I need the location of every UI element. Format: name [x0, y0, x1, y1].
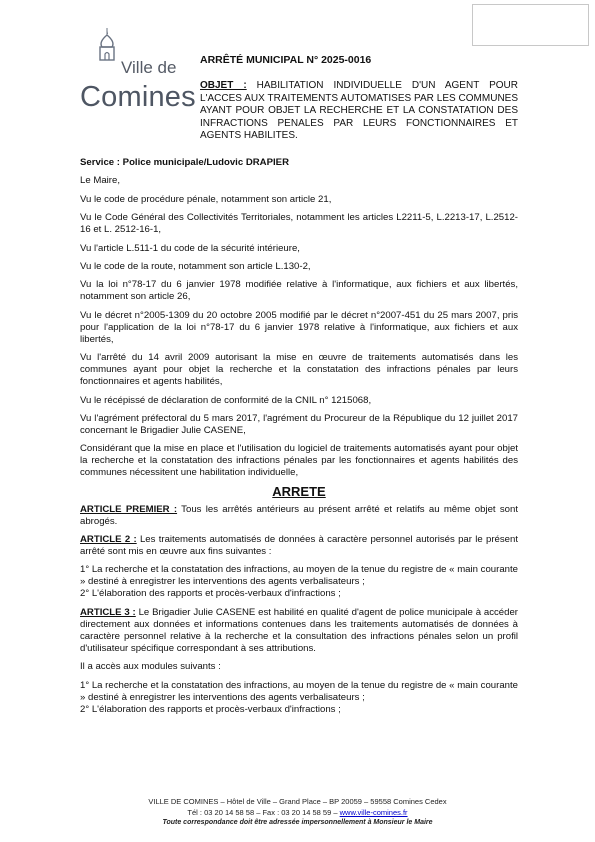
service-line: Service : Police municipale/Ludovic DRAPIER — [80, 157, 289, 168]
vu-paragraph: Vu le décret n°2005-1309 du 20 octobre 2005 modifié par le décret n°2007-451 du 25 mars 2007, pris pour l'application de la loi n°78-17 du 6 janvier 1978 relative à l'informatique, aux fichiers et aux libertés, — [80, 309, 518, 345]
list-item: 2° L'élaboration des rapports et procès-verbaux d'infractions ; — [80, 588, 341, 600]
page-footer — [0, 797, 595, 829]
article-text: Le Brigadier Julie CASENE est habilité en qualité d'agent de police municipale à accéder directement aux données et informations contenues dans les traitements automatisés de données à caractère personnel relative à la recherche et la consultation des infractions pénales selon un profil d'utilisateur spécifique correspondant à ses attributions. — [80, 606, 518, 654]
stamp-box — [472, 4, 589, 46]
footer-contact — [0, 808, 595, 819]
document-body — [80, 157, 518, 722]
footer-address: VILLE DE COMINES – Hôtel de Ville – Grand Place – BP 20059 – 59558 Comines Cedex — [148, 797, 447, 806]
logo-text-ville: Ville de — [121, 58, 177, 77]
maire-line: Le Maire, — [80, 175, 120, 187]
list-item: 1° La recherche et la constatation des infractions, au moyen de la tenue du registre de « main courante » destiné à enregistrer les interventions des agents verbalisateurs ; — [80, 564, 518, 588]
objet-label: OBJET : — [200, 80, 247, 91]
article-text: Tous les arrêtés antérieurs au présent arrêté et relatifs au même objet sont abrogés. — [80, 503, 518, 527]
article-text: Les traitements automatisés de données à caractère personnel autorisés par le présent arrêté sont mis en œuvre aux fins suivantes : — [80, 534, 518, 558]
article-2 — [80, 534, 518, 558]
article-premier — [80, 504, 518, 528]
article-3 — [80, 607, 518, 655]
considerant-paragraph: Considérant que la mise en place et l'utilisation du logiciel de traitements automatisés ayant pour objet la recherche et la constatation des infractions pénales par les fonctionnaires et agents habilités des communes nécessitent une habilitation individuelle, — [80, 443, 518, 479]
vu-paragraph: Vu l'agrément préfectoral du 5 mars 2017, l'agrément du Procureur de la République du 12 juillet 2017 concernant le Brigadier Julie CASENE, — [80, 412, 518, 436]
vu-paragraph: Vu le code de la route, notamment son article L.130-2, — [80, 260, 311, 272]
vu-paragraph: Vu l'arrêté du 14 avril 2009 autorisant la mise en œuvre de traitements automatisés dans les communes ayant pour objet la recherche et la constatation des infractions pénales par leurs fonctionnaires et agents habilités, — [80, 352, 518, 388]
church-logo-icon — [96, 28, 118, 62]
list-item: 1° La recherche et la constatation des infractions, au moyen de la tenue du registre de « main courante » destiné à enregistrer les interventions des agents verbalisateurs ; — [80, 679, 518, 703]
objet-text: HABILITATION INDIVIDUELLE D'UN AGENT POUR L'ACCES AUX TRAITEMENTS AUTOMATISES PAR LES COMMUNES AYANT POUR OBJET LA RECHERCHE ET LA CONSTATATION DES INFRACTIONS PENALES PAR LEURS FONCTIONNAIRES ET AGENTS HABILITES. — [200, 80, 519, 142]
footer-note: Toute correspondance doit être adressée impersonnellement à Monsieur le Maire — [162, 819, 433, 826]
vu-paragraph: Vu l'article L.511-1 du code de la sécurité intérieure, — [80, 242, 300, 254]
objet-paragraph — [200, 80, 518, 143]
document-header — [200, 54, 518, 143]
vu-paragraph: Vu la loi n°78-17 du 6 janvier 1978 modifiée relative à l'informatique, aux fichiers et aux libertés, notamment son article 26, — [80, 279, 518, 303]
article-label: ARTICLE 3 : — [80, 606, 136, 618]
vu-paragraph: Vu le récépissé de déclaration de conformité de la CNIL n° 1215068, — [80, 394, 372, 406]
footer-phone-fax: Tél : 03 20 14 58 58 – Fax : 03 20 14 58 59 – — [187, 807, 340, 817]
article-label: ARTICLE PREMIER : — [80, 503, 178, 515]
document-title: ARRÊTÉ MUNICIPAL N° 2025-0016 — [200, 54, 372, 66]
vu-paragraph: Vu le Code Général des Collectivités Territoriales, notamment les articles L2211-5, L.2213-17, L.2512-16 et L. 2512-16-1, — [80, 212, 518, 236]
article-label: ARTICLE 2 : — [80, 534, 137, 546]
arrete-heading: ARRETE — [272, 483, 326, 499]
acces-line: Il a accès aux modules suivants : — [80, 661, 221, 673]
city-logo — [78, 28, 196, 112]
website-link[interactable]: www.ville-comines.fr — [339, 807, 408, 817]
logo-text-comines: Comines — [80, 81, 196, 113]
list-item: 2° L'élaboration des rapports et procès-verbaux d'infractions ; — [80, 703, 341, 715]
vu-paragraph: Vu le code de procédure pénale, notamment son article 21, — [80, 193, 332, 205]
